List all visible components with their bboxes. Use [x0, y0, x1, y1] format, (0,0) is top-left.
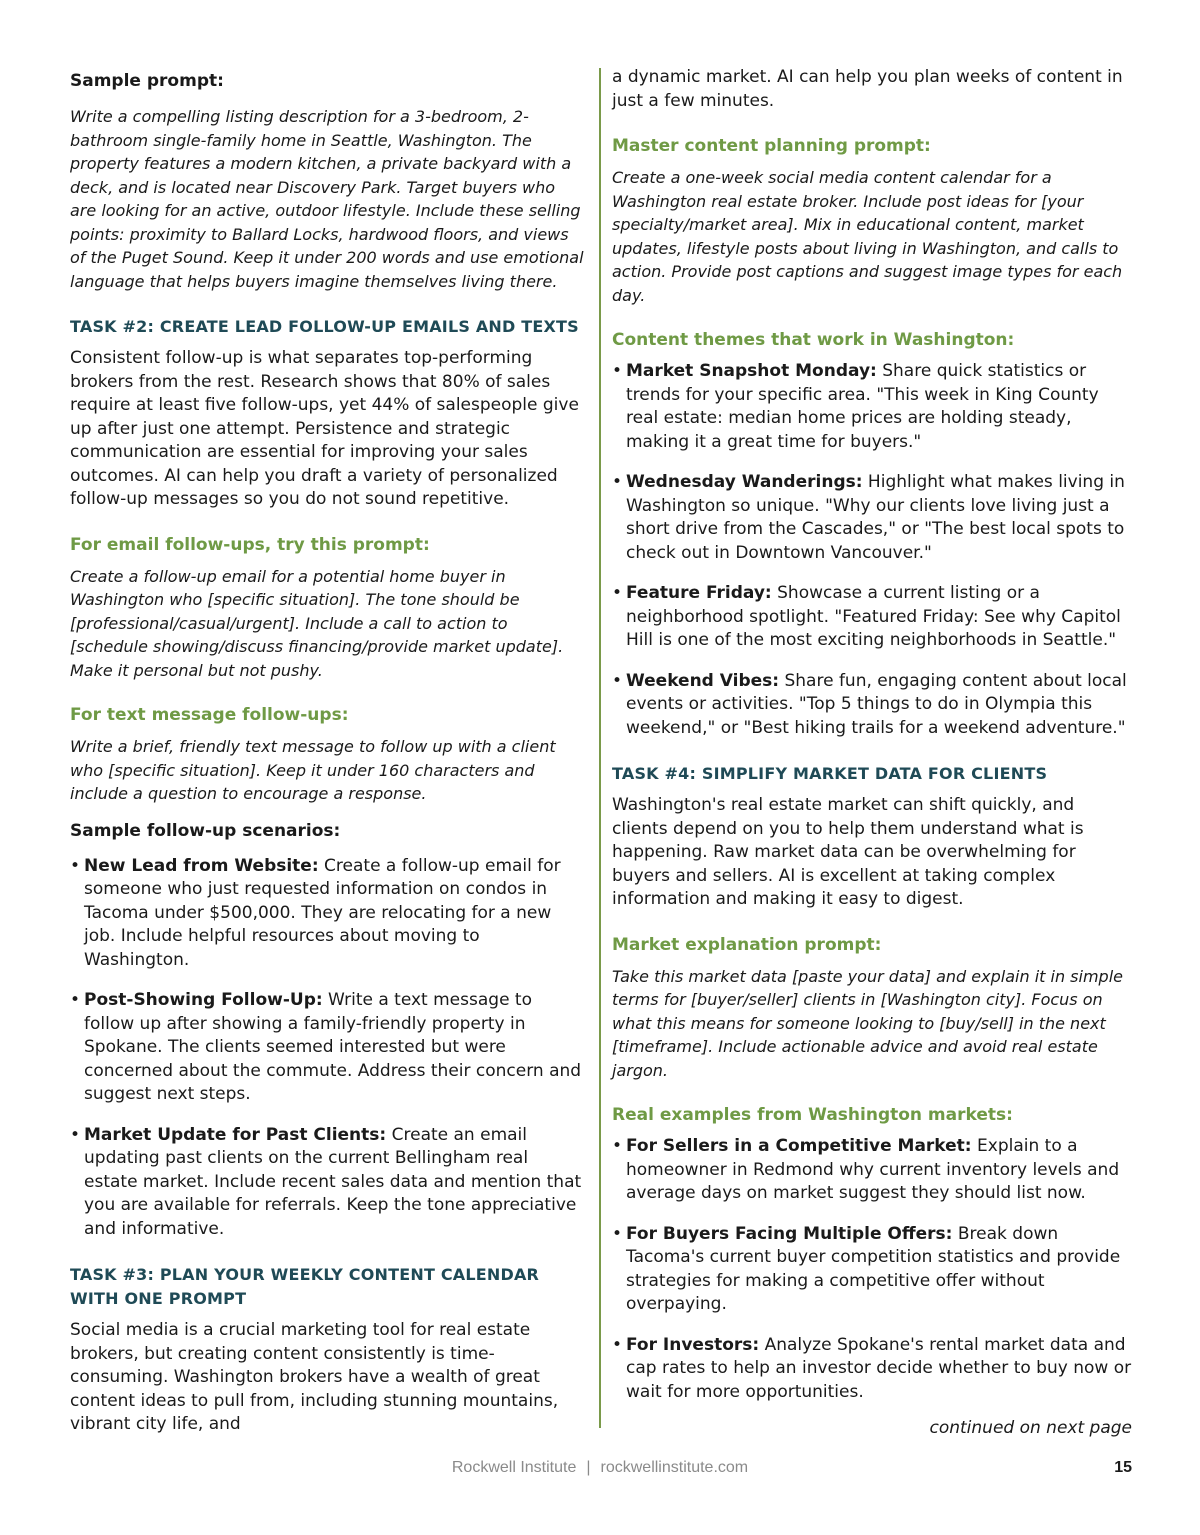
sample-prompt-label: Sample prompt: [70, 71, 224, 91]
bullet: • [612, 1334, 623, 1355]
market-heading: Market explanation prompt: [612, 934, 882, 955]
text-heading: For text message follow-ups: [70, 705, 349, 725]
bullet: • [612, 472, 623, 492]
list-item-text: Analyze Spokane's rental market data and cap rates to help an investor decide whether to buy now or wait for more opportunities. [626, 1334, 1132, 1402]
list-item [612, 1223, 1132, 1317]
list-item [612, 471, 1132, 565]
email-heading: For email follow-ups, try this prompt: [70, 534, 430, 555]
bullet: • [70, 1124, 81, 1145]
footer-website[interactable]: rockwellinstitute.com [600, 1459, 749, 1476]
list-item-text: Explain to a homeowner in Redmond why current inventory levels and average days on market suggest they should list now. [626, 1136, 1120, 1203]
list-item-title: New Lead from Website: [84, 855, 319, 876]
bullet: • [70, 990, 81, 1010]
scenarios-label: Sample follow-up scenarios: [70, 820, 341, 841]
list-item [70, 1124, 584, 1242]
continued-note: continued on next page [929, 1418, 1132, 1438]
task3-continued: a dynamic market. AI can help you plan weeks of content in just a few minutes. [612, 67, 1123, 111]
column-divider [599, 68, 601, 1428]
list-item [70, 855, 584, 973]
footer-separator: | [586, 1459, 591, 1476]
examples-heading: Real examples from Washington markets: [612, 1105, 1013, 1125]
list-item-title: Market Update for Past Clients: [84, 1124, 387, 1145]
scenarios-list [70, 855, 584, 1242]
footer-org: Rockwell Institute [451, 1459, 577, 1476]
list-item-title: For Investors: [626, 1334, 760, 1355]
list-item-text: Create a follow-up email for someone who just requested information on condos in Tacoma under $500,000. They are relocating for a new job. Include helpful resources about moving to Washington. [84, 855, 561, 970]
list-item-text: Highlight what makes living in Washington so unique. "Why our clients love living just a short drive from the Cascades," or "The best local spots to check out in Downtown Vancouver." [626, 472, 1125, 563]
list-item-text: Showcase a current listing or a neighborhood spotlight. "Featured Friday: See why Capitol Hill is one of the most exciting neighborhoods in Seattle." [626, 583, 1121, 650]
list-item-title: Post-Showing Follow-Up: [84, 990, 323, 1010]
list-item-title: Market Snapshot Monday: [626, 361, 877, 381]
market-prompt: Take this market data [paste your data] and explain it in simple terms for [buyer/seller] clients in [Washington city]. Focus on what this means for someone looking to [buy/sell] in the next [timeframe]. Include actionable advice and avoid real estate jargon. [612, 966, 1123, 1080]
footer [0, 1459, 1200, 1477]
examples-list [612, 1135, 1132, 1404]
task2-body: Consistent follow-up is what separates top-performing brokers from the rest. Research shows that 80% of sales require at least five follow-ups, yet 44% of salespeople give up after just one attempt. Persistence and strategic communication are essential for improving your sales outcomes. AI can help you draft a variety of personalized follow-up messages so you do not sound repetitive. [70, 348, 579, 509]
content-heading: Master content planning prompt: [612, 136, 931, 156]
list-item [612, 360, 1132, 454]
task3-heading: TASK #3: PLAN YOUR WEEKLY CONTENT CALENDAR WITH ONE PROMPT [70, 1265, 540, 1308]
right-column [612, 62, 1132, 1421]
list-item-title: For Sellers in a Competitive Market: [626, 1136, 972, 1156]
list-item [612, 1334, 1132, 1405]
list-item-title: Weekend Vibes: [626, 670, 780, 691]
page-number: 15 [1114, 1459, 1132, 1476]
left-column [70, 62, 584, 1451]
task4-body: Washington's real estate market can shift quickly, and clients depend on you to help them understand what is happening. Raw market data can be overwhelming for buyers and sellers. AI is excellent at taking complex information and making it easy to digest. [612, 795, 1084, 909]
list-item-title: Feature Friday: [626, 583, 772, 603]
bullet: • [612, 1223, 623, 1244]
sample-prompt-text: Write a compelling listing description for a 3-bedroom, 2-bathroom single-family home in Seattle, Washington. The property features a modern kitchen, a private backyard with a deck, and is located near Discovery Park. Target buyers who are looking for an active, outdoor lifestyle. Include these selling points: proximity to Ballard Locks, hardwood floors, and views of the Puget Sound. Keep it under 200 words and use emotional language that helps buyers imagine themselves living there. [70, 107, 584, 291]
content-prompt: Create a one-week social media content calendar for a Washington real estate broker. Include post ideas for [your specialty/market area]. Mix in educational content, market updates, lifestyle posts about living in Washington, and calls to action. Provide post captions and suggest image types for each day. [612, 168, 1123, 305]
bullet: • [612, 670, 623, 691]
list-item [612, 1135, 1132, 1206]
list-item-title: Wednesday Wanderings: [626, 472, 863, 492]
bullet: • [612, 361, 623, 381]
list-item [612, 670, 1132, 741]
task4-heading: TASK #4: SIMPLIFY MARKET DATA FOR CLIENTS [612, 764, 1048, 783]
task3-body: Social media is a crucial marketing tool for real estate brokers, but creating content consistently is time-consuming. Washington brokers have a wealth of great content ideas to pull from, including stunning mountains, vibrant city life, and [70, 1320, 559, 1434]
themes-heading: Content themes that work in Washington: [612, 330, 1015, 350]
bullet: • [70, 855, 81, 876]
list-item-text: Break down Tacoma's current buyer competition statistics and provide strategies for making a competitive offer without overpaying. [626, 1223, 1121, 1314]
task2-heading: TASK #2: CREATE LEAD FOLLOW-UP EMAILS AND TEXTS [70, 317, 579, 336]
email-prompt: Create a follow-up email for a potential home buyer in Washington who [specific situation]. The tone should be [professional/casual/urgent]. Include a call to action to [schedule showing/discuss financing/provide market update]. Make it personal but not pushy. [70, 566, 564, 680]
list-item-text: Share quick statistics or trends for your specific area. "This week in King County real estate: median home prices are holding steady, making it a great time for buyers." [626, 361, 1099, 452]
list-item [612, 582, 1132, 653]
bullet: • [612, 583, 623, 603]
list-item-text: Create an email updating past clients on the current Bellingham real estate market. Include recent sales data and mention that you are available for referrals. Keep the tone appreciative and informative. [84, 1124, 582, 1239]
list-item [70, 989, 584, 1107]
list-item-text: Share fun, engaging content about local events or activities. "Top 5 things to do in Olympia this weekend," or "Best hiking trails for a weekend adventure." [626, 670, 1127, 738]
list-item-text: Write a text message to follow up after showing a family-friendly property in Spokane. The clients seemed interested but were concerned about the commute. Address their concern and suggest next steps. [84, 990, 582, 1104]
bullet: • [612, 1136, 623, 1156]
text-prompt: Write a brief, friendly text message to follow up with a client who [specific situation]. Keep it under 160 characters and include a question to encourage a response. [70, 737, 556, 803]
list-item-title: For Buyers Facing Multiple Offers: [626, 1223, 953, 1244]
themes-list [612, 360, 1132, 740]
